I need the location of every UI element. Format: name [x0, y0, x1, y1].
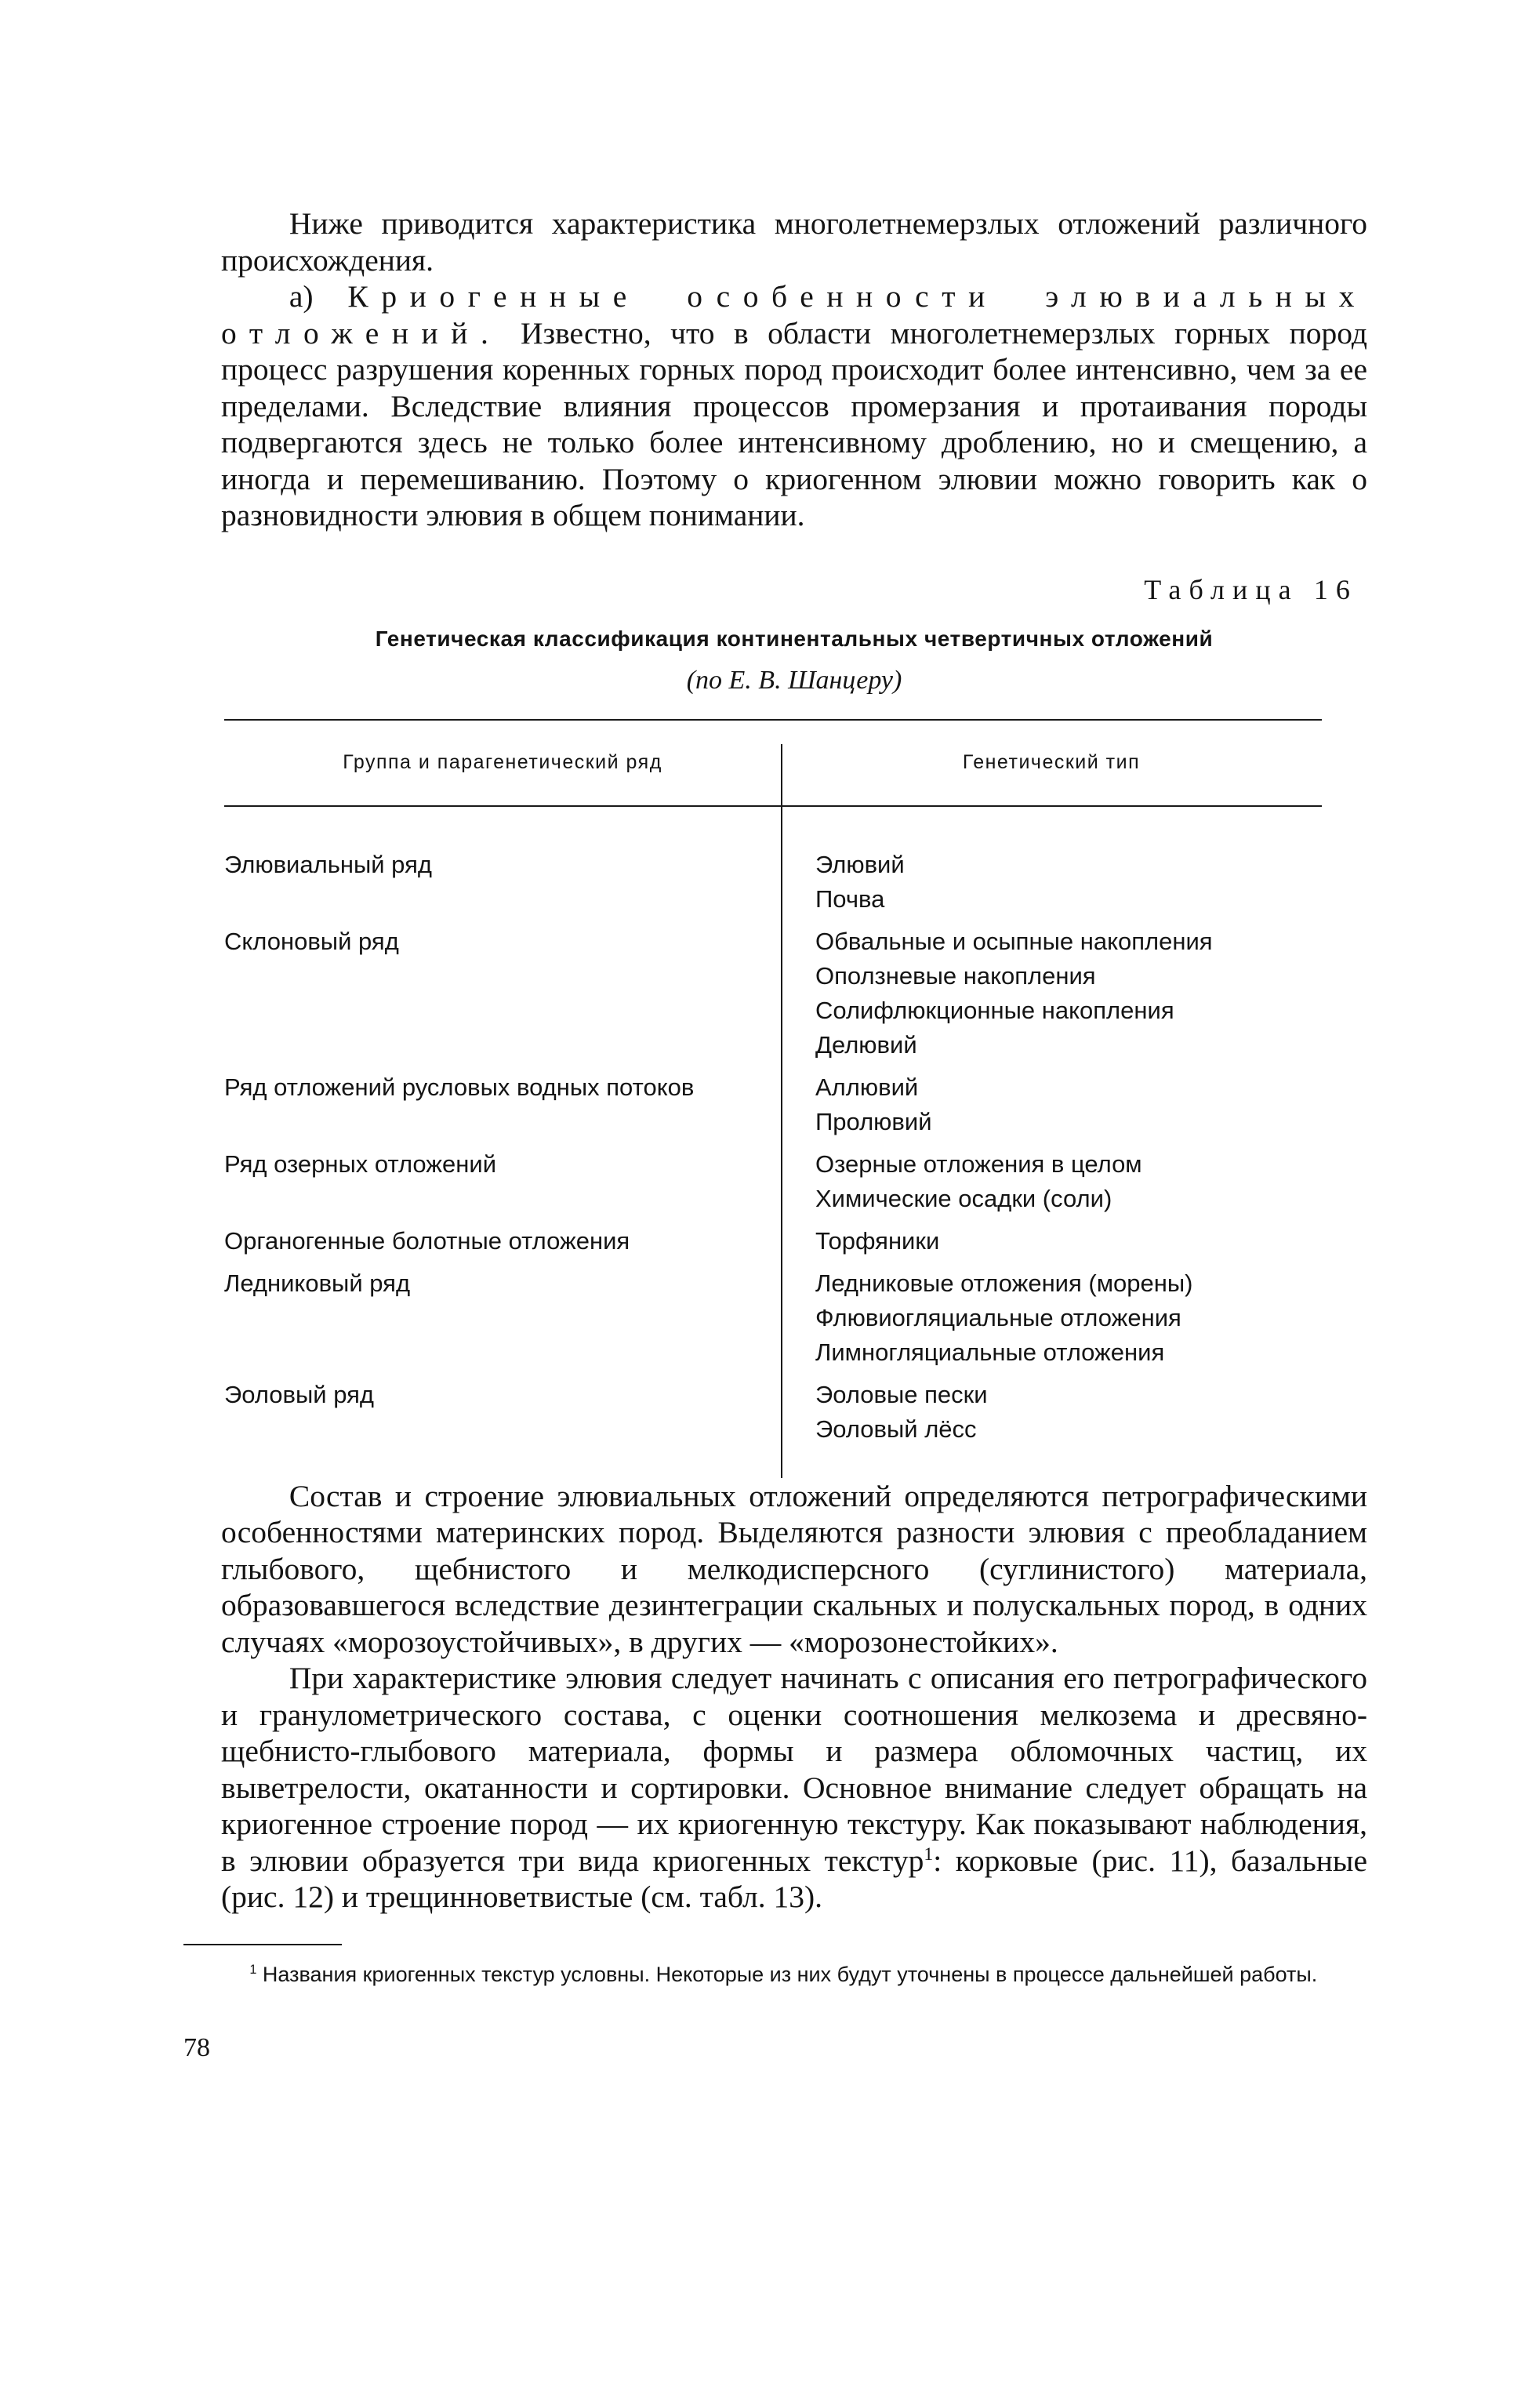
group-name: Органогенные болотные отложения: [224, 1226, 630, 1255]
genetic-type: Ледниковые отложения (морены): [815, 1269, 1193, 1297]
group-cell: [224, 1147, 781, 1216]
genetic-type: Солифлюкционные накопления: [815, 996, 1174, 1024]
table-row: [224, 1266, 1322, 1370]
column-divider: [781, 744, 782, 1478]
group-cell: [224, 848, 781, 917]
type-cell: [781, 1224, 1322, 1258]
genetic-type: Озерные отложения в целом: [815, 1150, 1142, 1178]
header-type-column: Генетический тип: [962, 751, 1141, 773]
paragraph-text: Известно, что в области многолетнемерзлых горных пород процесс разрушения коренных горных пород происходит более интенсивно, чем за ее пределами. Вследствие влияния процессов промерзания и протаивания породы подвергаются здесь не только более интенсивному дроблению, но и смещению, а иногда и перемешиванию. Поэтому о криогенном элювии можно говорить как о разновидности элювия в общем понимании.: [221, 315, 1367, 532]
genetic-type: Эоловые пески: [815, 1380, 988, 1408]
paragraph-text: При характеристике элювия следует начинать с описания его петрографического и гранулометрического состава, с оценки соотношения мелкозема и дресвяно-щебнисто-глыбового материала, формы и размера обломочных частиц, их выветрелости, окатанности и сортировки. Основное внимание следует обращать на криогенное строение пород — их криогенную текстуру. Как показывают наблюдения, в элювии образуется три вида криогенных текстур: [221, 1661, 1367, 1878]
table-body: [224, 807, 1322, 1478]
paragraph-prefix: а): [289, 279, 348, 314]
type-cell: [781, 848, 1322, 917]
group-name: Эоловый ряд: [224, 1380, 374, 1408]
table-row: [224, 1147, 1322, 1216]
footnote-rule: [183, 1944, 342, 1945]
type-cell: [781, 924, 1322, 1062]
genetic-type: Почва: [815, 884, 885, 913]
type-cell: [781, 1147, 1322, 1216]
table-subtitle: (по Е. В. Шанцеру): [686, 665, 902, 695]
genetic-type: Торфяники: [815, 1226, 940, 1255]
genetic-type: Элювий: [815, 850, 905, 878]
footnote-marker: 1: [249, 1962, 257, 1977]
group-cell: [224, 1378, 781, 1447]
genetic-type: Эоловый лёсс: [815, 1415, 977, 1443]
footnote: [224, 1959, 1367, 1989]
intro-paragraph-1: Ниже приводится характеристика многолетнемерзлых отложений различного происхождения.: [221, 206, 1367, 278]
classification-table: [224, 719, 1322, 1478]
group-name: Ледниковый ряд: [224, 1269, 411, 1297]
type-cell: [781, 1070, 1322, 1139]
page-number: 78: [183, 2032, 210, 2062]
group-name: Ряд отложений русловых водных потоков: [224, 1073, 695, 1101]
paragraph-text: : корковые (рис. 11), базальные (рис. 12) и трещинноветвистые (см. табл. 13).: [221, 1843, 1367, 1914]
table-row: [224, 1070, 1322, 1139]
page-content: [183, 205, 1367, 2063]
genetic-type: Обвальные и осыпные накопления: [815, 927, 1213, 955]
table-row: [224, 848, 1322, 917]
group-cell: [224, 924, 781, 1062]
group-cell: [224, 1224, 781, 1258]
body-paragraph-3: Состав и строение элювиальных отложений определяются петрографическими особенностями материнских пород. Выделяются разности элювия с преобладанием глыбового, щебнистого и мелкодисперсного (суглинистого) материала, образовавшегося вследствие дезинтеграции скальных и полускальных пород, в одних случаях «морозоустойчивых», в других — «морозонестойких».: [221, 1478, 1367, 1659]
type-cell: [781, 1378, 1322, 1447]
genetic-type: Аллювий: [815, 1073, 919, 1101]
table-row: [224, 1378, 1322, 1447]
genetic-type: Пролювий: [815, 1107, 932, 1135]
footnote-reference: 1: [924, 1843, 934, 1865]
header-group-column: Группа и парагенетический ряд: [343, 751, 662, 773]
type-cell: [781, 1266, 1322, 1370]
table-label: Таблица 16: [1144, 573, 1358, 605]
table-header: [224, 721, 1322, 807]
section-heading: Криогенные особенности элювиальных отложений.: [221, 279, 1367, 350]
group-cell: [224, 1266, 781, 1370]
intro-paragraph-2: [221, 278, 1367, 534]
group-name: Склоновый ряд: [224, 927, 399, 955]
table-row: [224, 1224, 1322, 1258]
table-title: Генетическая классификация континентальных четвертичных отложений: [375, 626, 1214, 651]
genetic-type: Оползневые накопления: [815, 961, 1096, 990]
table-row: [224, 924, 1322, 1062]
genetic-type: Химические осадки (соли): [815, 1184, 1112, 1212]
genetic-type: Флювиогляциальные отложения: [815, 1303, 1181, 1331]
group-name: Ряд озерных отложений: [224, 1150, 497, 1178]
genetic-type: Лимногляциальные отложения: [815, 1338, 1165, 1366]
footnote-text: Названия криогенных текстур условны. Некоторые из них будут уточнены в процессе дальнейшей работы.: [256, 1962, 1318, 1986]
genetic-type: Делювий: [815, 1030, 917, 1059]
group-name: Элювиальный ряд: [224, 850, 432, 878]
group-cell: [224, 1070, 781, 1139]
body-paragraph-4: [221, 1660, 1367, 1916]
